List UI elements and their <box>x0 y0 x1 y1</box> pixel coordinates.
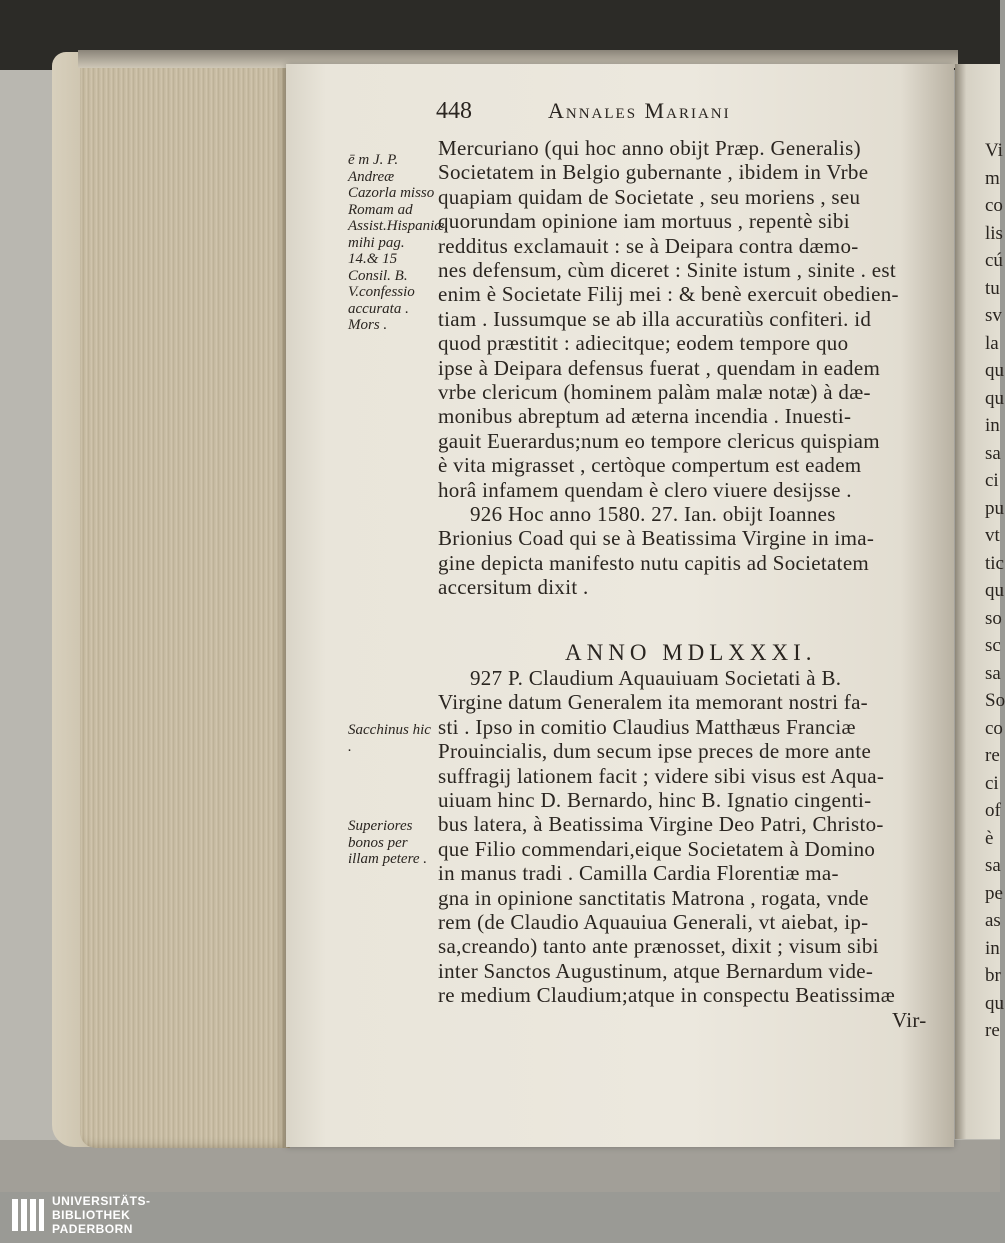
library-footer <box>0 1192 1000 1243</box>
text-line: horâ infamem quendam è clero viuere desijsse . <box>438 477 852 502</box>
facing-page-fragment: so <box>985 607 1002 629</box>
facing-page-fragment: tu <box>985 277 1000 299</box>
text-line: in manus tradi . Camilla Cardia Florentiæ ma- <box>438 861 839 886</box>
facing-page-fragment: tic <box>985 552 1004 574</box>
facing-page-fragment: co <box>985 717 1003 739</box>
text-line: Virgine datum Generalem ita memorant nostri fa- <box>438 690 868 715</box>
facing-page-fragment: pu <box>985 497 1004 519</box>
page-number: 448 <box>436 98 472 124</box>
footer-line-1: UNIVERSITÄTS- <box>52 1194 151 1208</box>
text-line: uiuam hinc D. Bernardo, hinc B. Ignatio cingenti- <box>438 788 872 812</box>
facing-page-fragment: ci <box>985 772 999 794</box>
facing-page-fragment: qu <box>985 387 1004 409</box>
text-line: inter Sanctos Augustinum, atque Bernardum vide- <box>438 958 874 983</box>
running-title: Annales Mariani <box>548 98 731 123</box>
facing-page-fragment: sv <box>985 305 1002 326</box>
margin-note: Superiores bonos per illam petere . <box>348 818 428 867</box>
facing-page-fragment: ci <box>985 470 999 491</box>
text-line: que Filio commendari,eique Societatem à Domino <box>438 836 876 861</box>
facing-page-fragment: of <box>985 800 1001 821</box>
section-heading: ANNO MDLXXXI. <box>565 640 817 665</box>
facing-page-fragment: Vi <box>985 140 1003 161</box>
text-line: Mercuriano (qui hoc anno obijt Præp. Generalis) <box>438 136 861 160</box>
text-line: gauit Euerardus;num eo tempore clericus quispiam <box>438 428 880 453</box>
footer-line-3: PADERBORN <box>52 1222 133 1236</box>
facing-page-fragment: pe <box>985 882 1003 904</box>
margin-note: Sacchinus hic . <box>348 722 431 755</box>
facing-page-fragment: in <box>985 415 1000 436</box>
facing-page-fragment: qu <box>985 580 1004 601</box>
text-line: è vita migrasset , certòque compertum est eadem <box>438 453 862 478</box>
facing-page-fragment: in <box>985 937 1000 959</box>
text-line: enim è Societate Filij mei : & benè exercuit obedien- <box>438 282 899 307</box>
text-line: quorundam opinione iam mortuus , repentè sibi <box>438 209 850 234</box>
facing-page-fragment: la <box>985 332 999 354</box>
text-line: quod præstitit : adiecitque; eodem tempore quo <box>438 331 849 356</box>
footer-line-2: BIBLIOTHEK <box>52 1208 131 1222</box>
text-line: Brionius Coad qui se à Beatissima Virgine in ima- <box>438 526 875 551</box>
facing-page-fragment: re <box>985 1020 1000 1041</box>
text-line: sa,creando) tanto ante prænosset, dixit ; visum sibi <box>438 934 879 959</box>
text-line: sti . Ipso in comitio Claudius Matthæus Franciæ <box>438 714 856 739</box>
text-line: bus latera, à Beatissima Virgine Deo Patri, Christo- <box>438 812 884 837</box>
facing-page-fragment: sa <box>985 442 1001 464</box>
facing-page-fragment: è <box>985 827 994 849</box>
facing-page-fragment: sa <box>985 855 1001 876</box>
facing-page-fragment: lis <box>985 222 1003 244</box>
facing-page-fragment: qu <box>985 992 1004 1014</box>
text-line: suffragij lationem facit ; videre sibi visus est Aqua- <box>438 763 885 788</box>
text-line: gine depicta manifesto nutu capitis ad Societatem <box>438 550 870 575</box>
text-line: 927 P. Claudium Aquauiuam Societati à B. <box>470 666 842 690</box>
facing-page-fragment: cú <box>985 250 1003 271</box>
text-line: gna in opinione sanctitatis Matrona , rogata, vnde <box>438 885 869 910</box>
facing-page-fragment: So <box>985 690 1005 711</box>
facing-page-fragment: sc <box>985 635 1001 656</box>
text-line: redditus exclamauit : se à Deipara contra dæmo- <box>438 233 859 258</box>
page-edges <box>80 58 290 1148</box>
text-line: Prouincialis, dum secum ipse preces de more ante <box>438 739 872 764</box>
text-line: monibus abreptum ad æterna incendia . Inuesti- <box>438 404 852 429</box>
facing-page-fragment: br <box>985 965 1001 986</box>
text-line: Societatem in Belgio gubernante , ibidem in Vrbe <box>438 160 869 185</box>
university-library-logo-icon <box>10 1195 46 1235</box>
text-line: vrbe clericum (hominem palàm malæ notæ) à dæ- <box>438 380 871 404</box>
facing-page-fragment: as <box>985 910 1001 931</box>
text-line: accersitum dixit . <box>438 575 589 600</box>
facing-page-fragment: qu <box>985 360 1004 381</box>
catchword: Vir- <box>892 1007 927 1032</box>
facing-page-fragment: co <box>985 195 1003 216</box>
text-line: ipse à Deipara defensus fuerat , quendam in eadem <box>438 355 881 380</box>
text-line: tiam . Iussumque se ab illa accuratiùs confiteri. id <box>438 306 872 331</box>
facing-page-edge <box>955 64 1005 1139</box>
text-line: re medium Claudium;atque in conspectu Beatissimæ <box>438 983 896 1008</box>
text-line: quapiam quidam de Societate , seu moriens , seu <box>438 184 861 209</box>
facing-page-fragment: re <box>985 745 1000 766</box>
margin-note: ē m J. P. Andreæ Cazorla misso Romam ad Assist.Hispaniæ. mihi pag. 14.& 15 Consil. B. V.confessio accurata . Mors . <box>348 152 449 333</box>
facing-page-fragment: m <box>985 167 1000 189</box>
text-line: nes defensum, cùm diceret : Sinite istum , sinite . est <box>438 258 897 282</box>
text-line: 926 Hoc anno 1580. 27. Ian. obijt Ioannes <box>470 502 836 526</box>
facing-page-fragment: sa <box>985 662 1001 684</box>
text-line: rem (de Claudio Aquauiua Generali, vt aiebat, ip- <box>438 910 869 934</box>
facing-page-fragment: vt <box>985 525 1000 546</box>
